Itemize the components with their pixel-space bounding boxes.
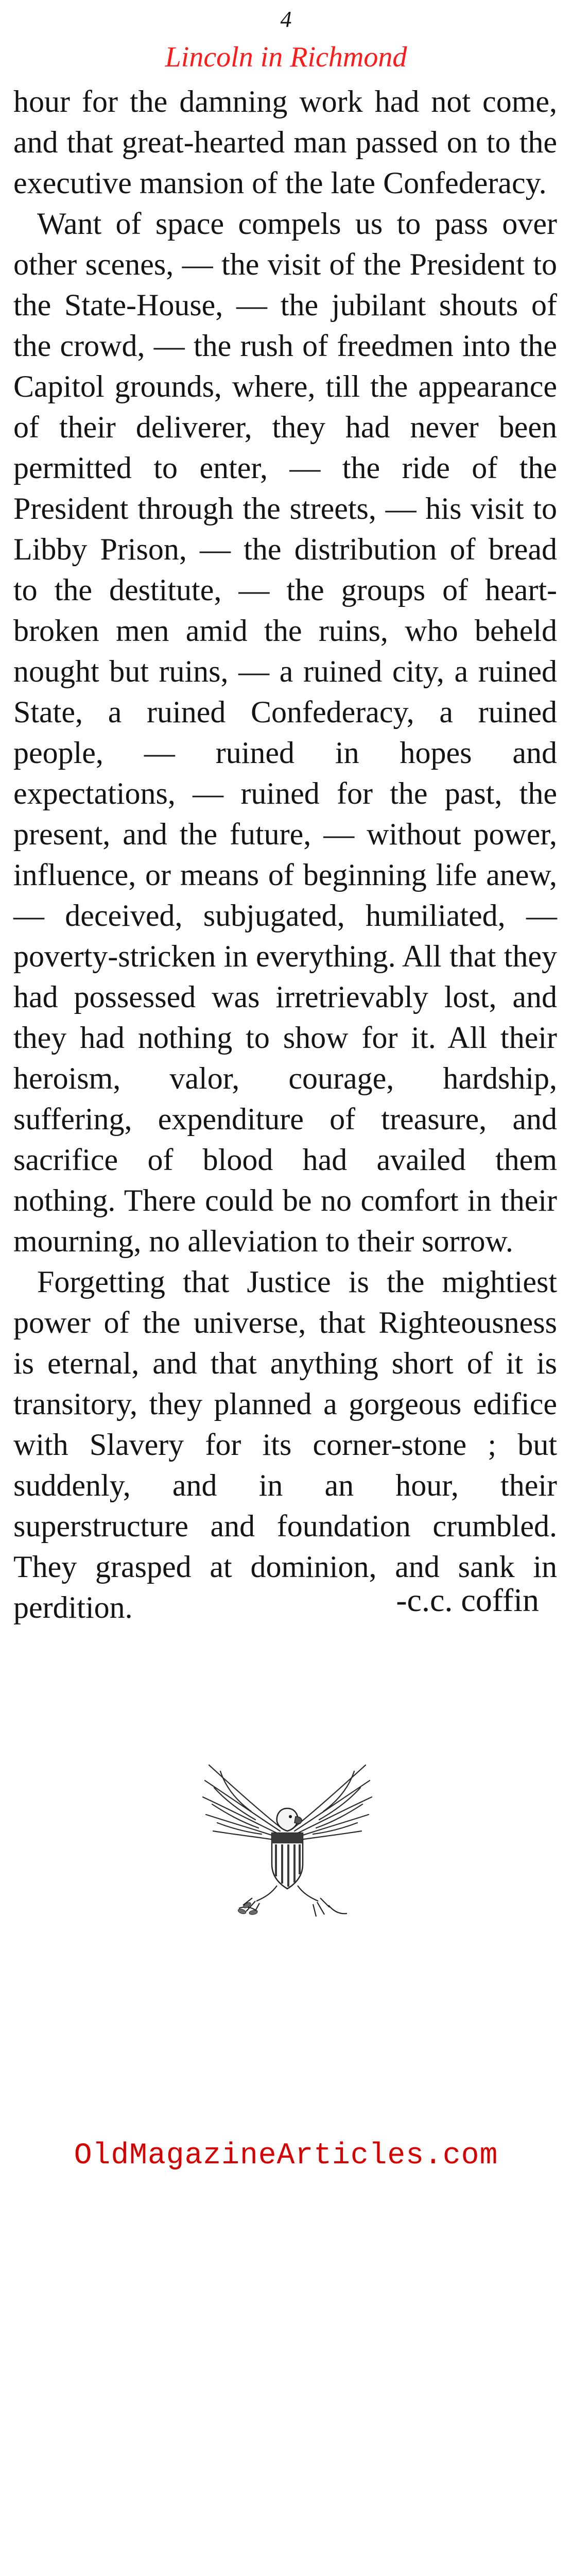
site-name: OldMagazineArticles.com (74, 2139, 498, 2173)
eagle-emblem-icon (189, 1751, 385, 1921)
paragraph-want-of-space: Want of space compels us to pass over other scenes, — the visit of the President to the State-House, — the jubilant shouts of the crowd, — the rush of freedmen into the Capitol grounds, where, till the appearance of their deliverer, they had never been permitted to enter, — the ride of the President through the streets, — his visit to Libby Prison, — the distribution of bread to the destitute, — the groups of heartbroken men amid the ruins, who beheld nought but ruins, — a ruined city, a ruined State, a ruined Confederacy, a ruined people, — ruined in hopes and expectations, — ruined for the past, the present, and the future, — without power, influence, or means of beginning life anew, — deceived, subjugated, humiliated, — poverty-stricken in everything. All that they had possessed was irretrievably lost, and they had nothing to show for it. All their heroism, valor, courage, hardship, suffering, expenditure of treasure, and sacrifice of blood had availed them nothing. There could be no comfort in their mourning, no alleviation to their sorrow. (13, 207, 557, 1258)
article-body (13, 81, 557, 1628)
paragraph-continued: hour for the damning work had not come, and that great-hearted man passed on to the executive mansion of the late Confederacy. (13, 84, 557, 200)
author-signature: -c.c. coffin (396, 1582, 539, 1618)
page-number: 4 (280, 7, 292, 32)
running-title: Lincoln in Richmond (165, 41, 407, 73)
paragraph-forgetting-justice: Forgetting that Justice is the mightiest power of the universe, that Righteousness is eternal, and that anything short of it is transitory, they planned a gorgeous edifice with Slavery for its corner-stone ; but suddenly, and in an hour, their superstructure and foundation crumbled. They grasped at dominion, and sank in perdition. (13, 1265, 557, 1624)
